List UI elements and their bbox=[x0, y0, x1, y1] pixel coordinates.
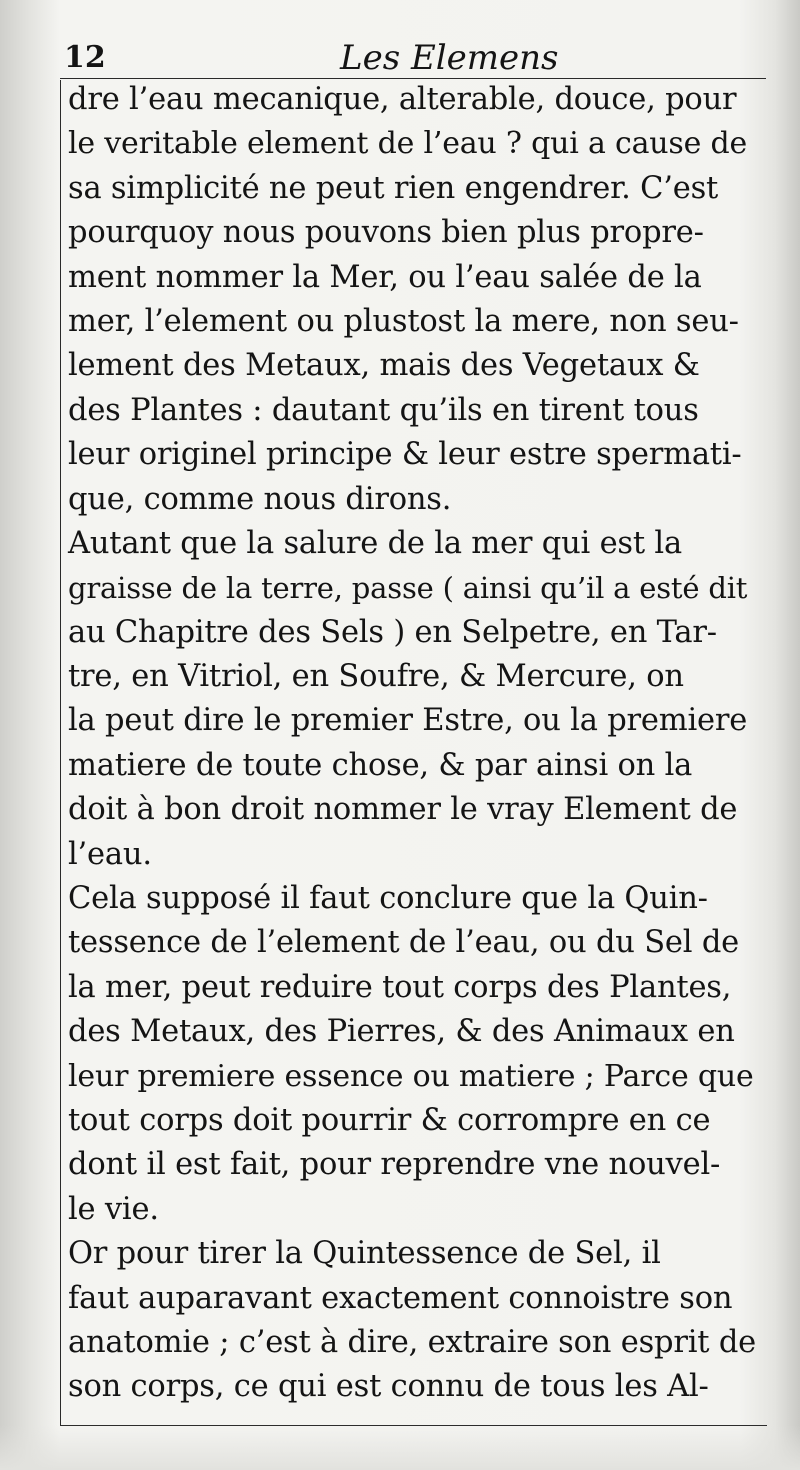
text-line: leur premiere essence ou matiere ; Parce que bbox=[68, 1058, 754, 1094]
text-line: le vie. bbox=[68, 1191, 159, 1227]
text-line: tout corps doit pourrir & corrompre en ce bbox=[68, 1102, 711, 1138]
page-header bbox=[60, 38, 766, 79]
body-text bbox=[68, 78, 758, 1410]
text-line: faut auparavant exactement connoistre son bbox=[68, 1280, 733, 1316]
text-line: son corps, ce qui est connu de tous les Al- bbox=[68, 1369, 709, 1405]
text-line: leur originel principe & leur estre spermati- bbox=[68, 437, 742, 473]
text-line: la peut dire le premier Estre, ou la premiere bbox=[68, 703, 748, 739]
text-line: ment nommer la Mer, ou l’eau salée de la bbox=[68, 259, 702, 295]
text-line: tessence de l’element de l’eau, ou du Sel de bbox=[68, 925, 739, 961]
text-line: matiere de toute chose, & par ainsi on la bbox=[68, 747, 693, 783]
text-line: des Plantes : dautant qu’ils en tirent tous bbox=[68, 392, 699, 428]
page-gutter bbox=[0, 0, 60, 1470]
text-line: dre l’eau mecanique, alterable, douce, pour bbox=[68, 82, 737, 117]
text-line: la mer, peut reduire tout corps des Plantes, bbox=[68, 969, 732, 1005]
running-title: Les Elemens bbox=[340, 38, 559, 78]
text-line: Cela supposé il faut conclure que la Quin- bbox=[68, 881, 708, 917]
text-line: anatomie ; c’est à dire, extraire son esprit de bbox=[68, 1324, 757, 1360]
text-line: dont il est fait, pour reprendre vne nouvel- bbox=[68, 1147, 721, 1183]
page-bottom-shadow bbox=[0, 1425, 800, 1470]
text-line: Or pour tirer la Quintessence de Sel, il bbox=[68, 1236, 661, 1272]
text-line: tre, en Vitriol, en Soufre, & Mercure, on bbox=[68, 659, 684, 695]
text-line: le veritable element de l’eau ? qui a cause de bbox=[68, 126, 748, 162]
text-line: doit à bon droit nommer le vray Element de bbox=[68, 792, 738, 828]
text-line: l’eau. bbox=[68, 836, 152, 872]
text-line: des Metaux, des Pierres, & des Animaux en bbox=[68, 1014, 735, 1050]
text-line: pourquoy nous pouvons bien plus propre- bbox=[68, 215, 704, 251]
text-line: que, comme nous dirons. bbox=[68, 481, 452, 517]
text-line: mer, l’element ou plustost la mere, non seu- bbox=[68, 303, 739, 339]
text-line: sa simplicité ne peut rien engendrer. C’est bbox=[68, 170, 719, 206]
text-line: Autant que la salure de la mer qui est la bbox=[68, 525, 682, 561]
text-line: graisse de la terre, passe ( ainsi qu’il a esté dit bbox=[68, 571, 748, 606]
text-line: lement des Metaux, mais des Vegetaux & bbox=[68, 348, 700, 384]
text-line: au Chapitre des Sels ) en Selpetre, en Tar- bbox=[68, 614, 717, 650]
page-number: 12 bbox=[64, 40, 106, 75]
